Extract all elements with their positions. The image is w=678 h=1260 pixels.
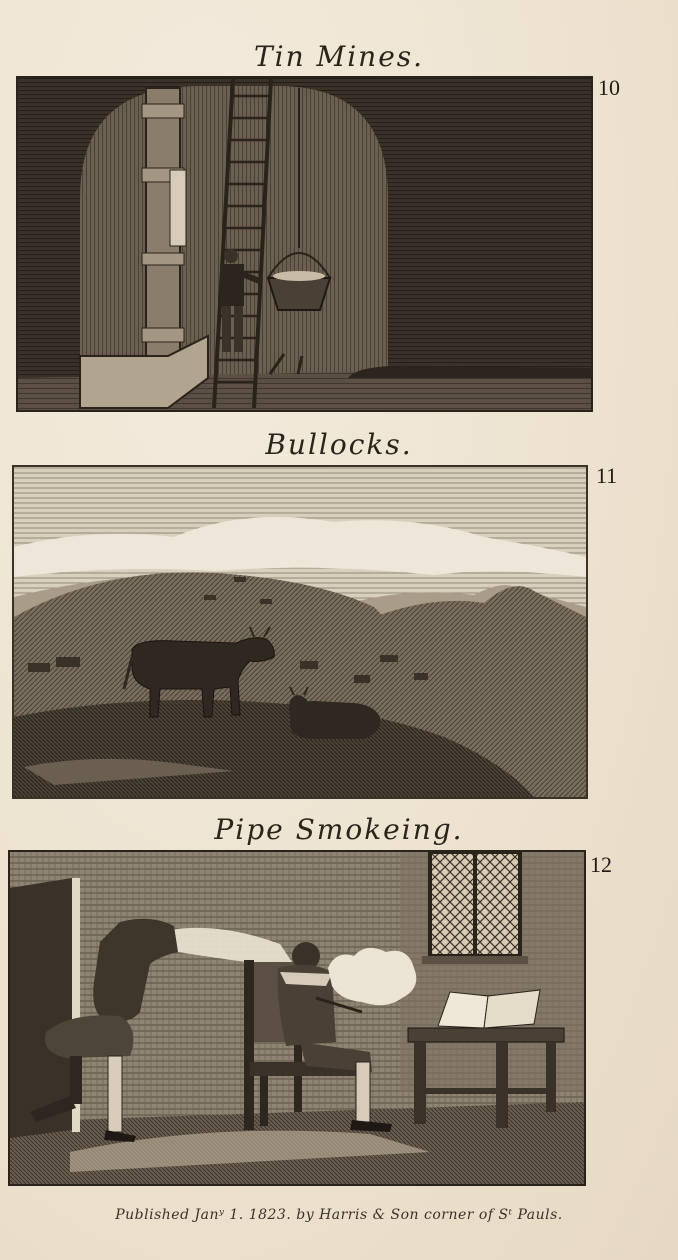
- plate-title-tin-mines: Tin Mines.: [253, 40, 425, 73]
- plate-number-12: 12: [590, 852, 612, 877]
- publisher-imprint: Published Janʸ 1. 1823. by Harris & Son corner of Sᵗ Pauls.: [115, 1207, 563, 1223]
- plate-number-10: 10: [598, 75, 620, 100]
- plate-number-11: 11: [596, 463, 618, 488]
- plate-title-pipe-smokeing: Pipe Smokeing.: [214, 813, 464, 846]
- plate-title-bullocks: Bullocks.: [265, 428, 413, 461]
- bullocks-engraving: [12, 465, 588, 799]
- pipe-smokeing-engraving: [8, 850, 586, 1186]
- tin-mines-engraving: [16, 76, 593, 412]
